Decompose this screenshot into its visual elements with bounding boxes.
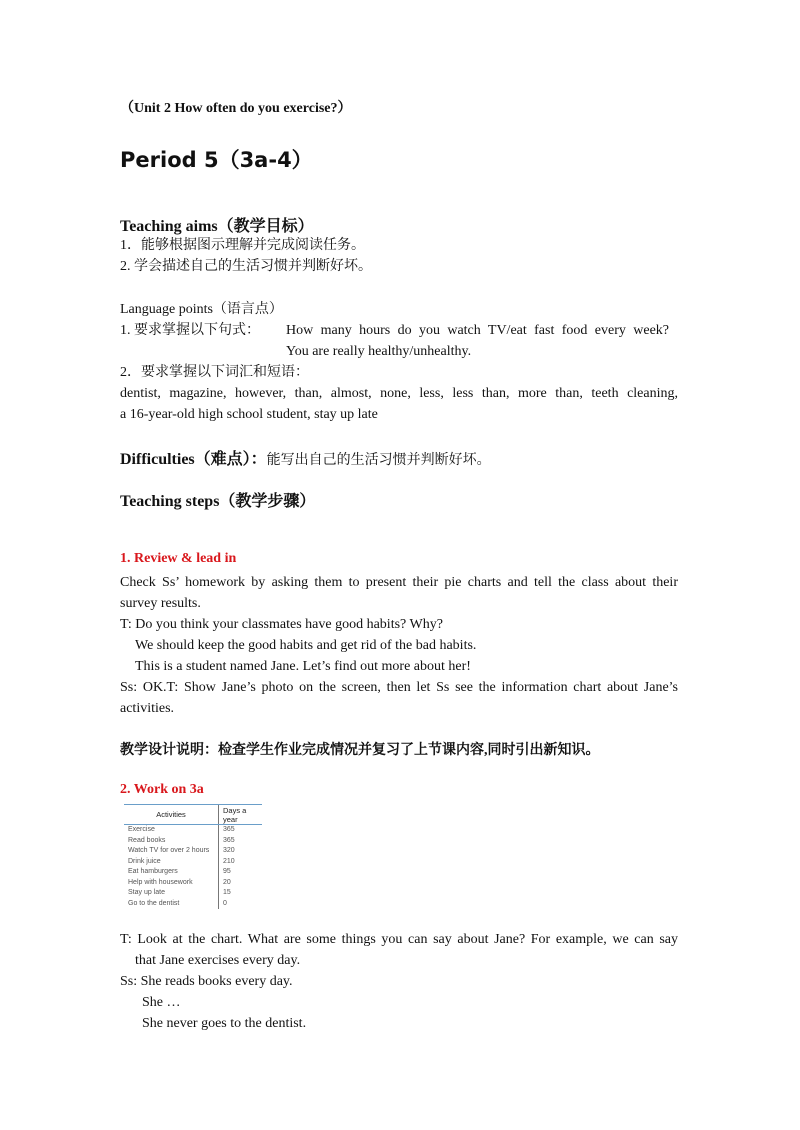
step2-students-line: Ss: She reads books every day. [120, 974, 293, 989]
teaching-steps-heading: Teaching steps（教学步骤） [120, 493, 316, 510]
step1-line: This is a student named Jane. Let’s find out more about her! [135, 659, 471, 674]
step1-students-line: activities. [120, 701, 175, 716]
activities-column-header: Activities [124, 805, 219, 825]
activity-cell: Watch TV for over 2 hours [128, 847, 210, 854]
activity-cell: Eat hamburgers [128, 868, 178, 875]
step1-students-line: Ss: OK.T: Show Jane’s photo on the screen, then let Ss see the information chart about Jane’s [120, 680, 678, 695]
days-cell: 365 [219, 825, 263, 836]
activity-cell: Go to the dentist [128, 899, 180, 907]
activity-cell: Drink juice [128, 857, 161, 865]
step2-students-line: She never goes to the dentist. [142, 1016, 307, 1031]
language-point-1-label: 1. 要求掌握以下句式： [120, 323, 260, 338]
step1-heading: 1. Review & lead in [120, 551, 237, 566]
design-note: 教学设计说明：检查学生作业完成情况并复习了上节课内容,同时引出新知识。 [120, 743, 600, 758]
activity-cell: Help with housework [128, 878, 193, 886]
step1-paragraph-line: Check Ss’ homework by asking them to present their pie charts and tell the class about their [120, 575, 678, 590]
teaching-aim-item: 1．能够根据图示理解并完成阅读任务。 [120, 238, 365, 253]
language-point-1-sentence: You are really healthy/unhealthy. [286, 344, 472, 359]
difficulties [120, 446, 491, 471]
table-row [124, 857, 262, 868]
days-cell: 320 [219, 846, 263, 857]
table-row [124, 846, 262, 857]
step1-teacher-line: T: Do you think your classmates have good habits? Why? [120, 617, 443, 632]
step1-line: We should keep the good habits and get rid of the bad habits. [135, 638, 477, 653]
period-title: Period 5（3a-4） [120, 148, 313, 172]
table-row [124, 888, 262, 899]
language-point-1-sentence: How many hours do you watch TV/eat fast food every week? [286, 323, 669, 338]
vocabulary-line: a 16-year-old high school student, stay up late [120, 407, 378, 422]
table-row [124, 867, 262, 878]
days-cell: 365 [219, 836, 263, 847]
language-points-heading: Language points（语言点） [120, 302, 283, 317]
days-cell: 15 [219, 888, 263, 899]
teaching-aims-heading: Teaching aims（教学目标） [120, 218, 314, 235]
activities-chart [124, 804, 262, 909]
unit-title: （Unit 2 How often do you exercise?） [120, 101, 352, 116]
days-column-header: Days a year [219, 805, 263, 825]
days-cell: 95 [219, 867, 263, 878]
step2-heading: 2. Work on 3a [120, 782, 204, 797]
step2-teacher-line: that Jane exercises every day. [135, 953, 301, 968]
difficulties-text: 能写出自己的生活习惯并判断好坏。 [266, 453, 491, 468]
table-row [124, 899, 262, 910]
days-cell: 20 [219, 878, 263, 889]
vocabulary-line: dentist, magazine, however, than, almost, none, less, less than, more than, teeth cleaning, [120, 386, 678, 401]
activity-cell: Exercise [128, 826, 155, 833]
days-cell: 0 [219, 899, 263, 910]
activity-cell: Stay up late [128, 889, 165, 896]
step2-students-line: She … [142, 995, 181, 1010]
table-row [124, 878, 262, 889]
language-point-2-label: 2．要求掌握以下词汇和短语： [120, 365, 309, 380]
table-row [124, 825, 262, 836]
activity-cell: Read books [128, 836, 166, 844]
table-row [124, 836, 262, 847]
days-cell: 210 [219, 857, 263, 868]
step2-teacher-line: T: Look at the chart. What are some things you can say about Jane? For example, we can say [120, 932, 678, 947]
step1-paragraph-line: survey results. [120, 596, 201, 611]
teaching-aim-item: 2. 学会描述自己的生活习惯并判断好坏。 [120, 259, 372, 274]
difficulties-label: Difficulties（难点）： [120, 451, 267, 468]
